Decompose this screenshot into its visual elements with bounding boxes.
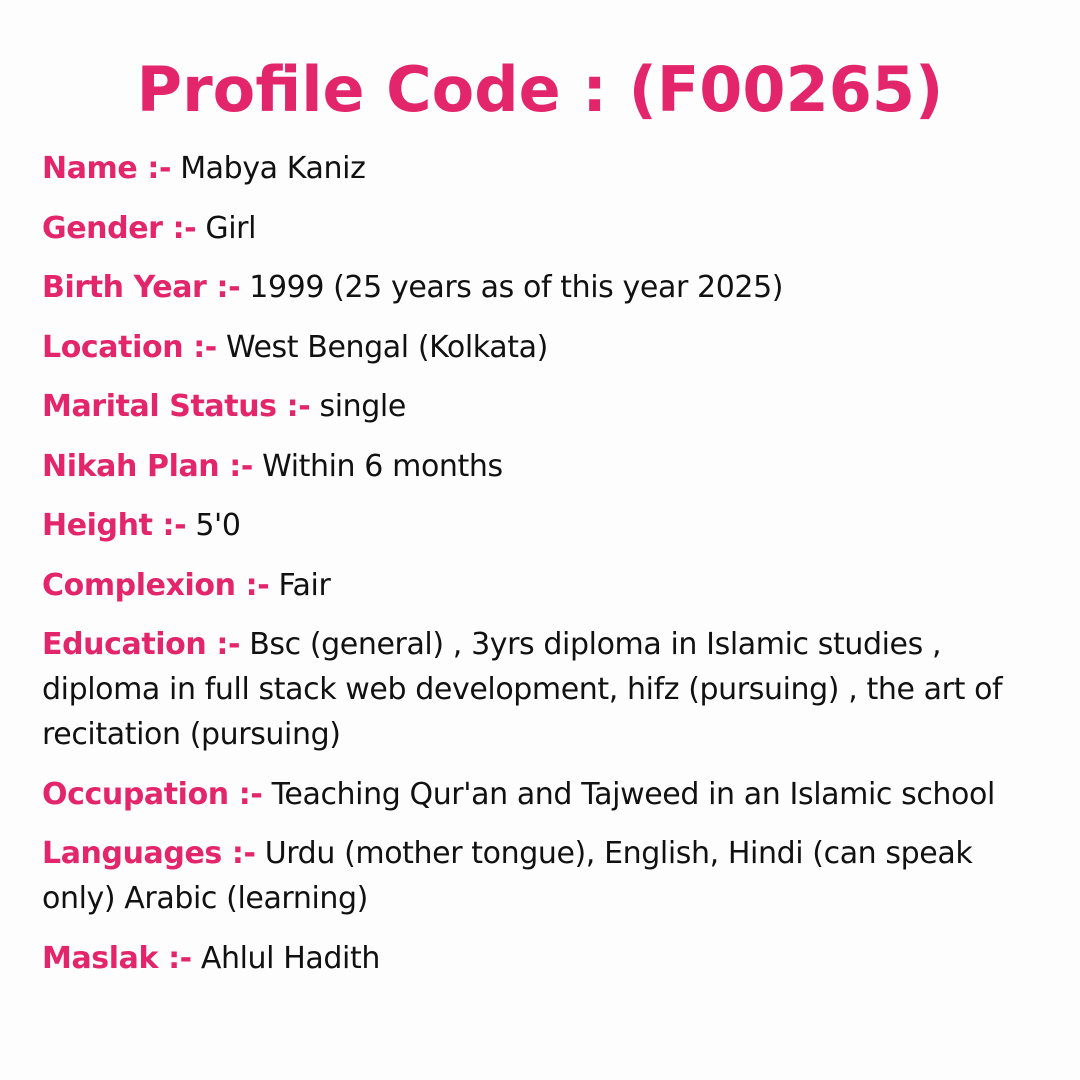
field-complexion	[42, 563, 1042, 608]
field-label: Maslak :-	[42, 940, 192, 976]
field-value: single	[319, 389, 406, 424]
field-label: Name :-	[42, 151, 172, 186]
field-value: Urdu (mother tongue), English, Hindi (can speak only) Arabic (learning)	[42, 836, 973, 916]
profile-fields	[42, 146, 1042, 995]
field-languages	[42, 831, 1042, 921]
field-label: Nikah Plan :-	[42, 448, 253, 484]
field-value: Teaching Qur'an and Tajweed in an Islamic school	[271, 776, 995, 812]
field-value: Within 6 months	[262, 448, 503, 484]
field-value: Fair	[278, 567, 331, 603]
field-name	[42, 146, 1042, 191]
field-label: Education :-	[42, 627, 241, 662]
field-value: 5'0	[195, 508, 241, 543]
field-education	[42, 622, 1042, 757]
field-marital-status	[42, 384, 1042, 429]
field-occupation	[42, 772, 1042, 817]
field-nikah-plan	[42, 444, 1042, 489]
field-label: Location :-	[42, 329, 217, 365]
field-label: Height :-	[42, 508, 187, 543]
field-value: Girl	[205, 210, 257, 246]
field-birth-year	[42, 265, 1042, 310]
field-height	[42, 503, 1042, 548]
field-label: Occupation :-	[42, 776, 263, 812]
field-label: Marital Status :-	[42, 389, 311, 424]
field-location	[42, 325, 1042, 370]
field-value: Mabya Kaniz	[180, 151, 366, 186]
field-label: Gender :-	[42, 210, 197, 246]
field-value: 1999 (25 years as of this year 2025)	[249, 270, 784, 305]
field-maslak	[42, 936, 1042, 981]
field-value: West Bengal (Kolkata)	[225, 329, 548, 365]
field-label: Languages :-	[42, 836, 256, 871]
field-gender	[42, 206, 1042, 251]
field-label: Complexion :-	[42, 567, 270, 603]
profile-code-title: Profile Code : (F00265)	[136, 53, 944, 126]
field-value: Bsc (general) , 3yrs diploma in Islamic studies , diploma in full stack web development, hifz (pursuing) , the art of recitation (pursuing)	[42, 627, 1003, 752]
field-value: Ahlul Hadith	[200, 940, 380, 976]
field-label: Birth Year :-	[42, 270, 241, 305]
